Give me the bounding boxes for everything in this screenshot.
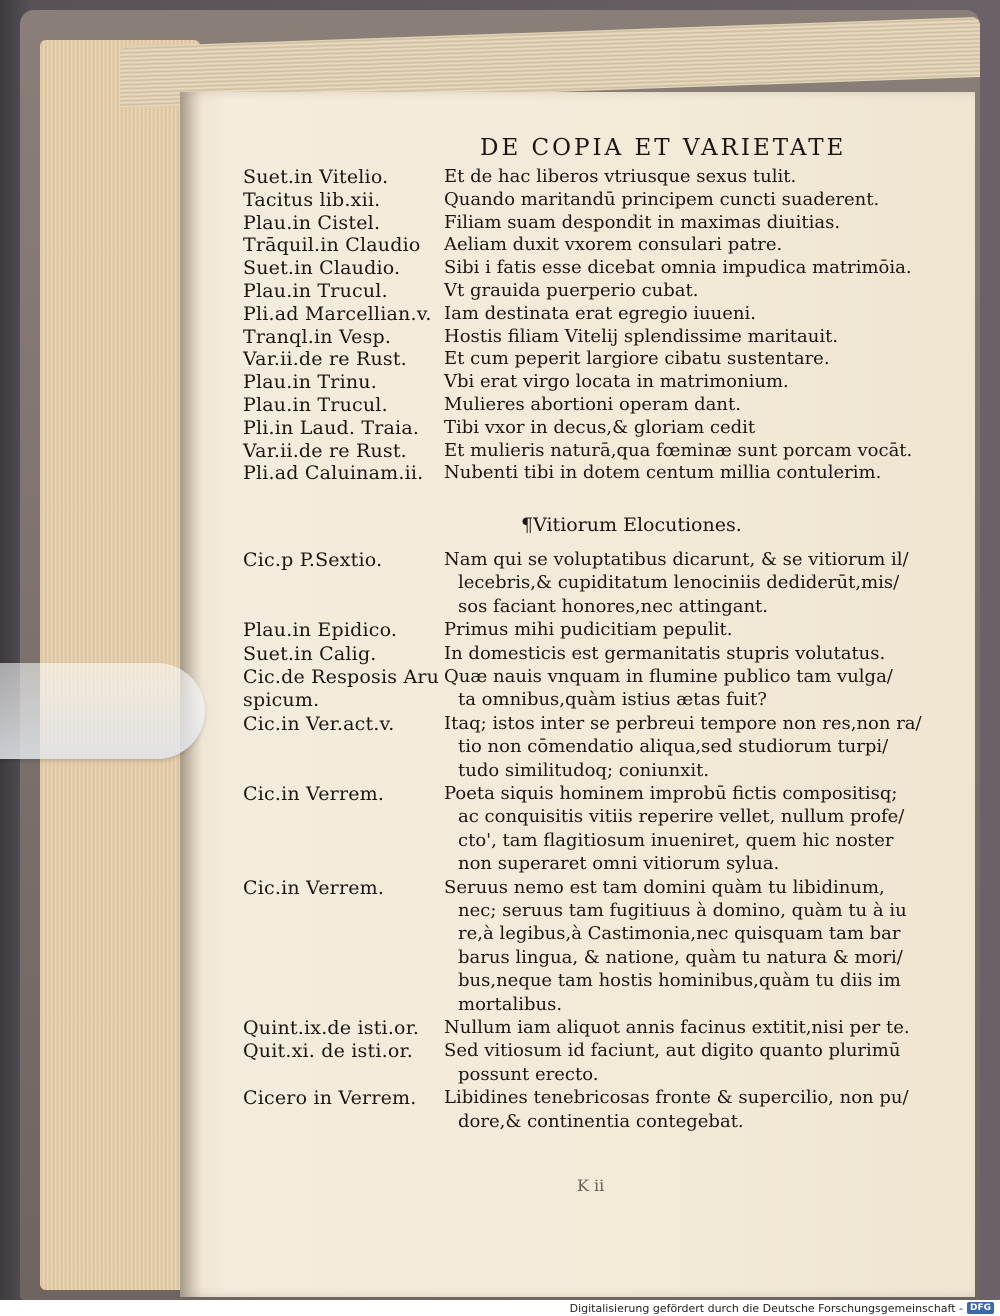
quotation-line: lecebris,& cupiditatum lenociniis dediderūt,mis/ bbox=[458, 572, 900, 594]
citation-ref: Suet.in Calig. bbox=[243, 642, 377, 665]
quotation-line: Vbi erat virgo locata in matrimonium. bbox=[444, 371, 789, 393]
quotation-line: Et de hac liberos vtriusque sexus tulit. bbox=[444, 166, 797, 187]
citation-ref: spicum. bbox=[243, 689, 320, 712]
citation-ref: Quit.xi. de isti.or. bbox=[243, 1040, 413, 1063]
running-head: DE COPIA ET VARIETATE bbox=[480, 135, 847, 161]
citation-ref: Suet.in Vitelio. bbox=[243, 166, 389, 188]
quotation-line: Hostis filiam Vitelij splendissime maritauit. bbox=[444, 325, 839, 347]
quotation-line: Iam destinata erat egregio iuueni. bbox=[444, 302, 756, 324]
citation-ref: Trāquil.in Claudio bbox=[243, 234, 421, 257]
quotation-line: Nam qui se voluptatibus dicarunt, & se vitiorum il/ bbox=[444, 549, 909, 570]
citation-ref: Quint.ix.de isti.or. bbox=[243, 1017, 420, 1039]
quotation-line: Filiam suam despondit in maximas diuitias. bbox=[444, 211, 841, 233]
quotation-line: barus lingua, & natione, quàm tu natura & mori/ bbox=[458, 946, 903, 968]
quotation-line: Poeta siquis hominem improbū fictis compositisq; bbox=[444, 783, 898, 804]
section-heading: ¶Vitiorum Elocutiones. bbox=[521, 514, 742, 536]
citation-ref: Cicero in Verrem. bbox=[243, 1087, 417, 1110]
quotation-line: In domesticis est germanitatis stupris volutatus. bbox=[444, 642, 886, 664]
quotation-line: mortalibus. bbox=[458, 993, 563, 1015]
citation-ref: Pli.in Laud. Traia. bbox=[243, 416, 420, 439]
citation-ref: Plau.in Trucul. bbox=[243, 280, 388, 302]
quotation-line: Quæ nauis vnquam in flumine publico tam vulga/ bbox=[444, 666, 893, 687]
quotation-line: Tibi vxor in decus,& gloriam cedit bbox=[444, 416, 756, 438]
quotation-line: Libidines tenebricosas fronte & supercilio, non pu/ bbox=[444, 1087, 909, 1109]
quotation-line: Quando maritandū principem cuncti suaderent. bbox=[444, 188, 880, 210]
credit-text: Digitalisierung gefördert durch die Deutsche Forschungsgemeinschaft - bbox=[569, 1301, 963, 1315]
citation-ref: Pli.ad Caluinam.ii. bbox=[243, 462, 424, 485]
citation-ref: Cic.in Verrem. bbox=[243, 876, 385, 899]
citation-ref: Plau.in Trinu. bbox=[243, 371, 377, 394]
citation-ref: Plau.in Cistel. bbox=[243, 211, 381, 234]
quotation-line: ac conquisitis vitiis reperire vellet, nullum profe/ bbox=[458, 806, 905, 828]
quotation-line: tio non cōmendatio aliqua,sed studiorum turpi/ bbox=[458, 736, 889, 758]
quotation-line: Mulieres abortioni operam dant. bbox=[444, 394, 741, 415]
quotation-line: Nullum iam aliquot annis facinus extitit,nisi per te. bbox=[444, 1017, 910, 1038]
quotation-line: Et mulieris naturā,qua fœminæ sunt porcam vocāt. bbox=[444, 439, 913, 461]
quotation-line: dore,& continentia contegebat. bbox=[458, 1110, 744, 1132]
quotation-line: bus,neque tam hostis hominibus,quàm tu diis im bbox=[458, 970, 901, 992]
quotation-line: ta omnibus,quàm istius ætas fuit? bbox=[458, 689, 767, 711]
citation-ref: Plau.in Epidico. bbox=[243, 619, 398, 642]
quotation-line: Nubenti tibi in dotem centum millia contulerim. bbox=[444, 462, 882, 484]
quotation-line: Seruus nemo est tam domini quàm tu libidinum, bbox=[444, 876, 885, 898]
quotation-line: possunt erecto. bbox=[458, 1063, 599, 1085]
citation-ref: Pli.ad Marcellian.v. bbox=[243, 302, 432, 325]
digitization-credit bbox=[569, 1300, 1000, 1316]
citation-ref: Var.ii.de re Rust. bbox=[243, 348, 407, 371]
quotation-line: Aeliam duxit vxorem consulari patre. bbox=[444, 234, 783, 256]
citation-ref: Var.ii.de re Rust. bbox=[243, 439, 407, 462]
quotation-line: Sibi i fatis esse dicebat omnia impudica matrimōia. bbox=[444, 257, 912, 279]
quotation-line: Sed vitiosum id faciunt, aut digito quanto plurimū bbox=[444, 1040, 901, 1062]
quotation-line: cto', tam flagitiosum inueniret, quem hic noster bbox=[458, 829, 894, 851]
citation-ref: Plau.in Trucul. bbox=[243, 394, 388, 416]
citation-ref: Cic.p P.Sextio. bbox=[243, 549, 383, 571]
quotation-line: tudo similitudoq; coniunxit. bbox=[458, 759, 710, 781]
quotation-line: non superaret omni vitiorum sylua. bbox=[458, 853, 780, 875]
signature-mark: K ii bbox=[577, 1176, 605, 1195]
citation-ref: Tacitus lib.xii. bbox=[243, 188, 381, 211]
quotation-line: Et cum peperit largiore cibatu sustentare. bbox=[444, 348, 830, 370]
quotation-line: re,à legibus,à Castimonia,nec quisquam tam bar bbox=[458, 923, 901, 945]
page-holder-strip bbox=[0, 663, 205, 759]
quotation-line: Vt grauida puerperio cubat. bbox=[444, 280, 699, 301]
citation-ref: Suet.in Claudio. bbox=[243, 257, 401, 280]
quotation-line: Itaq; istos inter se perbreui tempore non res,non ra/ bbox=[444, 712, 922, 734]
citation-ref: Cic.de Resposis Aru bbox=[243, 666, 440, 688]
citation-ref: Cic.in Ver.act.v. bbox=[243, 712, 395, 735]
citation-ref: Cic.in Verrem. bbox=[243, 783, 385, 805]
quotation-line: Primus mihi pudicitiam pepulit. bbox=[444, 619, 733, 641]
dfg-logo: DFG bbox=[967, 1302, 994, 1314]
quotation-line: sos faciant honores,nec attingant. bbox=[458, 595, 769, 617]
citation-ref: Tranql.in Vesp. bbox=[243, 325, 392, 348]
quotation-line: nec; seruus tam fugitiuus à domino, quàm tu à iu bbox=[458, 900, 907, 921]
